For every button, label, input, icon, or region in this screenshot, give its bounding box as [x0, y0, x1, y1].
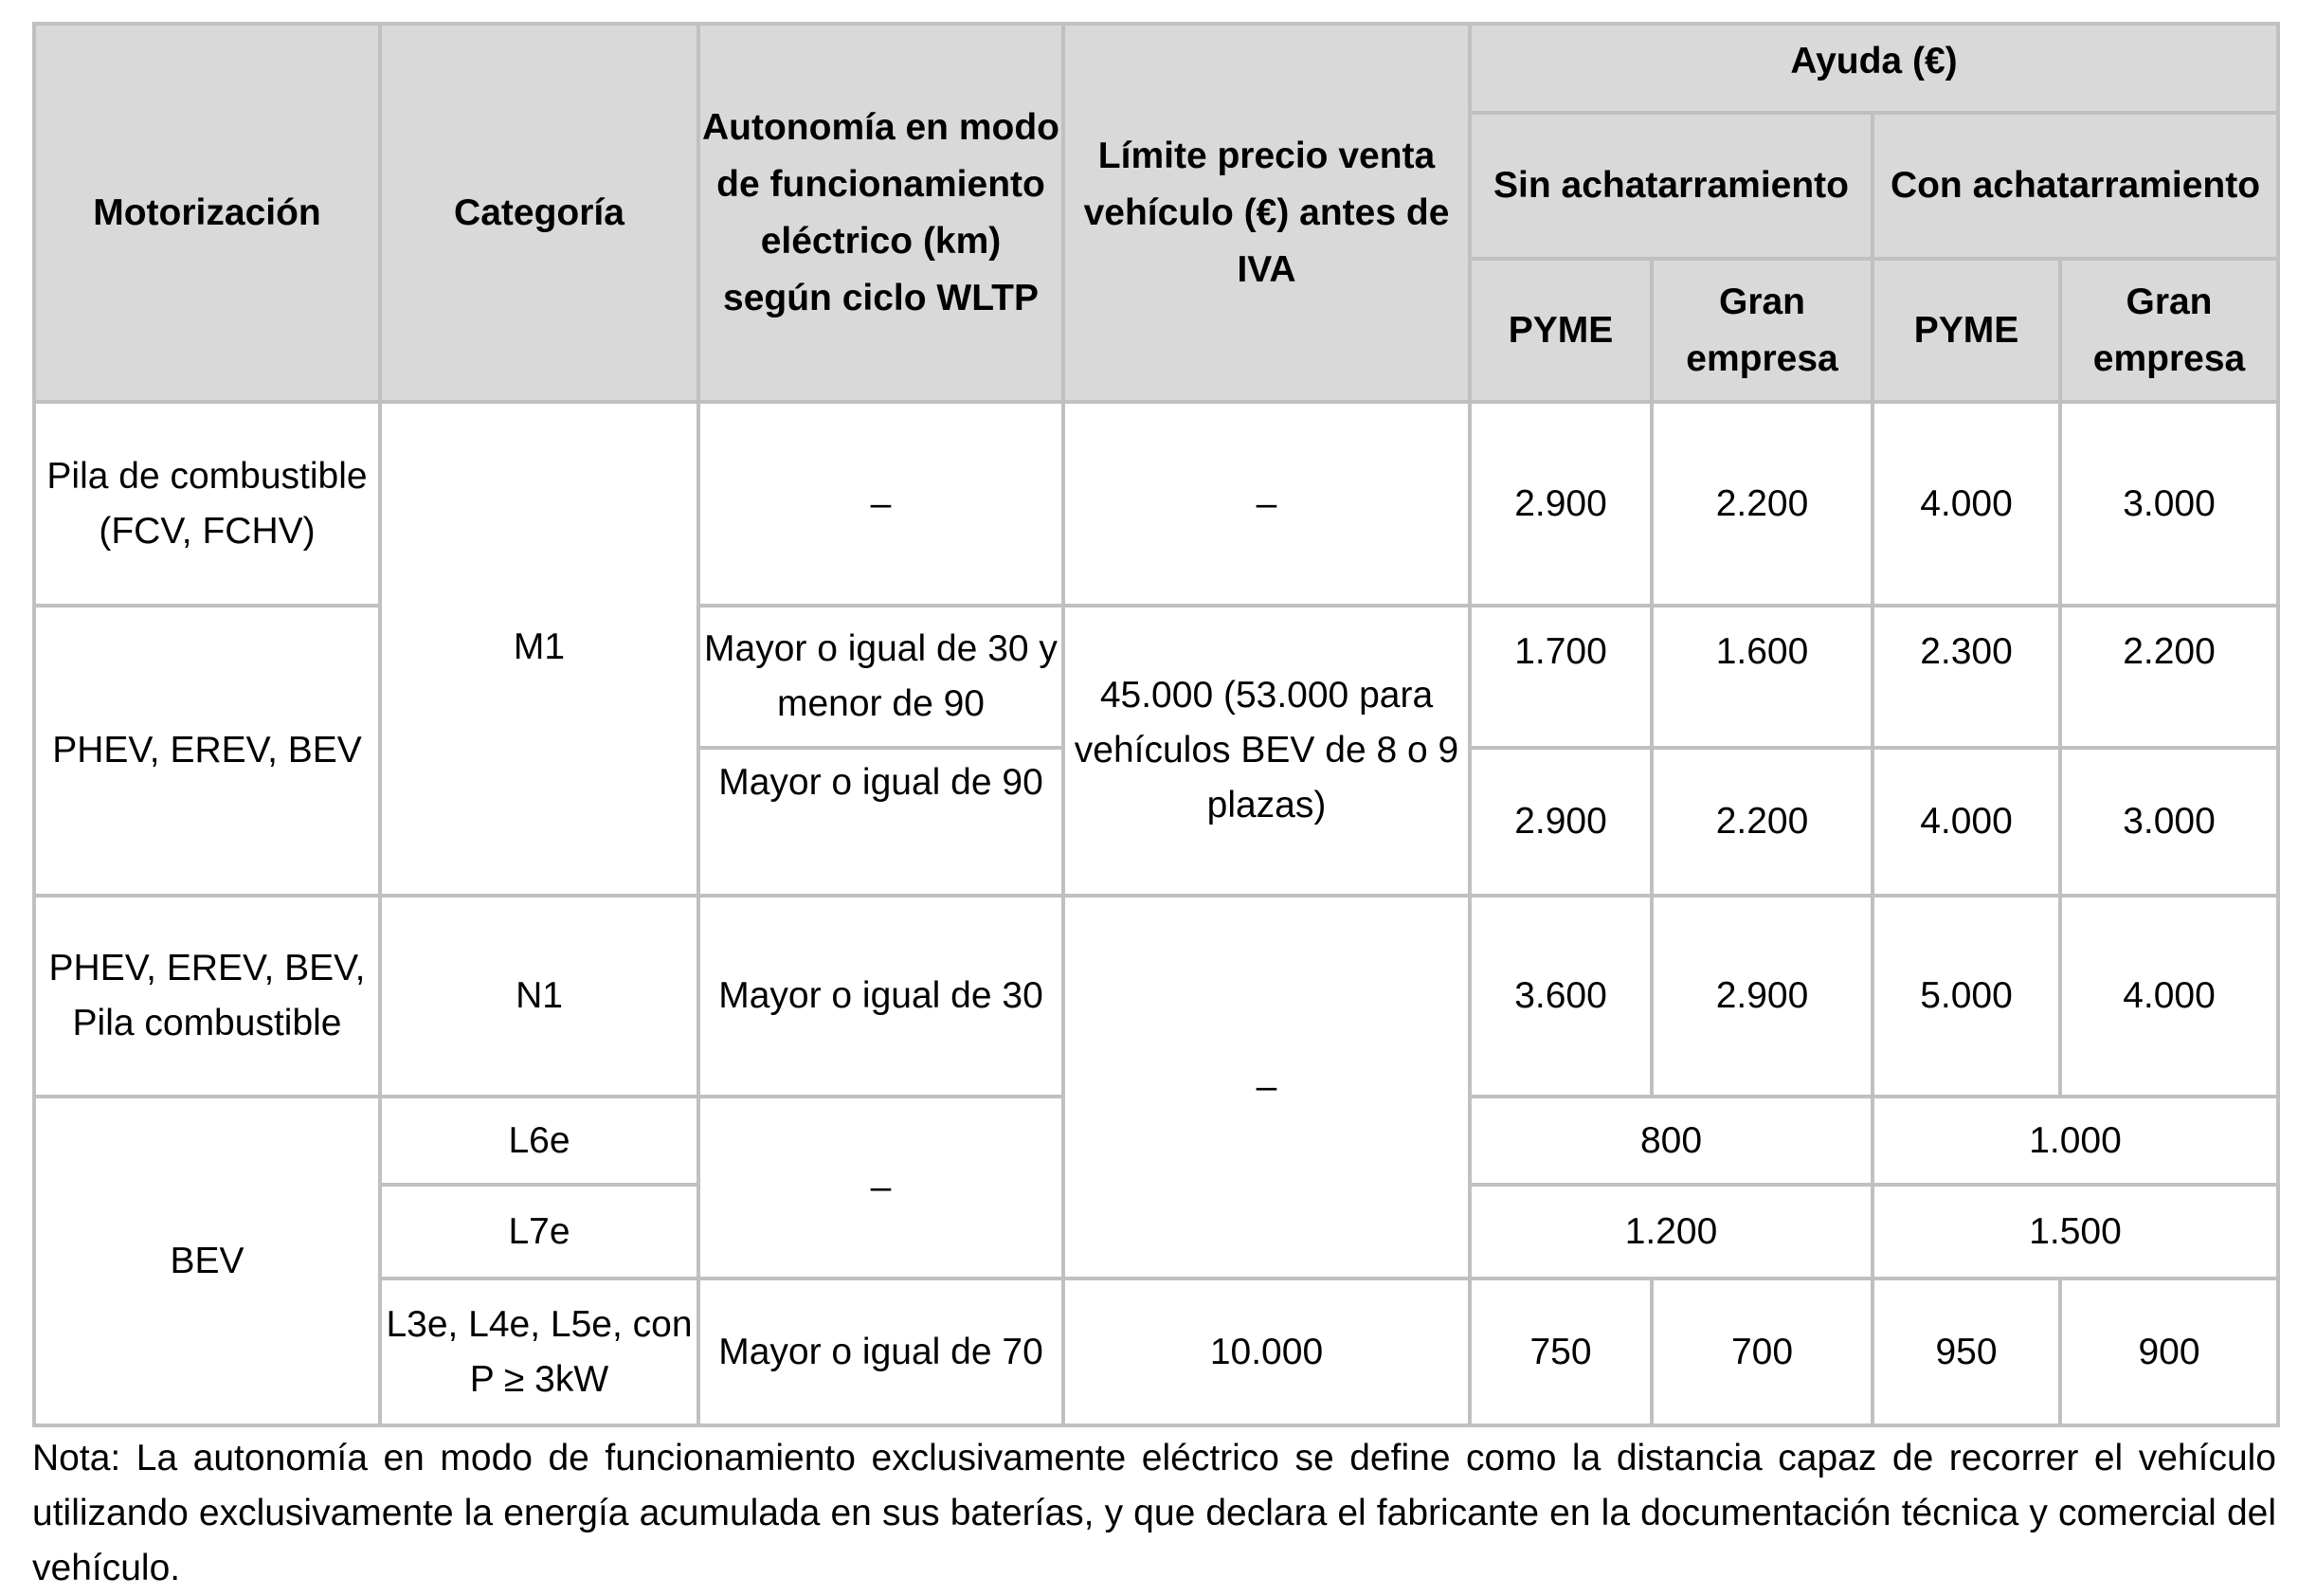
cell-categoria: N1	[380, 896, 698, 1097]
cell-con-gran: 3.000	[2060, 748, 2278, 896]
cell-con-gran: 4.000	[2060, 896, 2278, 1097]
cell-autonomia: Mayor o igual de 30	[698, 896, 1063, 1097]
header-ayuda: Ayuda (€)	[1470, 24, 2278, 113]
cell-motorizacion: BEV	[34, 1097, 380, 1425]
header-sin-gran-empresa: Gran empresa	[1652, 259, 1873, 402]
cell-sin-gran: 1.600	[1652, 606, 1873, 748]
cell-sin-gran: 2.200	[1652, 748, 1873, 896]
table-row	[34, 606, 2278, 748]
cell-con-pyme: 2.300	[1873, 606, 2060, 748]
table-header	[34, 24, 2278, 402]
cell-limite: 45.000 (53.000 para vehículos BEV de 8 o 9 plazas)	[1063, 606, 1470, 896]
cell-autonomia: Mayor o igual de 30 y menor de 90	[698, 606, 1063, 748]
header-motorizacion: Motorización	[34, 24, 380, 402]
cell-con-pyme: 4.000	[1873, 748, 2060, 896]
header-autonomia: Autonomía en modo de funcionamiento eléctrico (km) según ciclo WLTP	[698, 24, 1063, 402]
cell-con-achatarramiento: 1.500	[1873, 1185, 2278, 1279]
cell-autonomia: Mayor o igual de 90	[698, 748, 1063, 896]
header-limite-precio: Límite precio venta vehículo (€) antes de IVA	[1063, 24, 1470, 402]
cell-categoria: L3e, L4e, L5e, con P ≥ 3kW	[380, 1279, 698, 1425]
cell-sin-pyme: 750	[1470, 1279, 1652, 1425]
header-sin-achatarramiento: Sin achatarramiento	[1470, 113, 1873, 259]
cell-sin-achatarramiento: 800	[1470, 1097, 1873, 1185]
cell-sin-pyme: 2.900	[1470, 748, 1652, 896]
cell-motorizacion: PHEV, EREV, BEV	[34, 606, 380, 896]
cell-sin-gran: 2.200	[1652, 402, 1873, 606]
cell-sin-gran: 700	[1652, 1279, 1873, 1425]
cell-sin-pyme: 2.900	[1470, 402, 1652, 606]
cell-autonomia: Mayor o igual de 70	[698, 1279, 1063, 1425]
cell-categoria-m1: M1	[380, 402, 698, 896]
header-categoria: Categoría	[380, 24, 698, 402]
header-con-gran-empresa: Gran empresa	[2060, 259, 2278, 402]
cell-limite: –	[1063, 896, 1470, 1279]
header-con-achatarramiento: Con achatarramiento	[1873, 113, 2278, 259]
cell-sin-gran: 2.900	[1652, 896, 1873, 1097]
cell-autonomia: –	[698, 402, 1063, 606]
cell-motorizacion: Pila de combustible (FCV, FCHV)	[34, 402, 380, 606]
cell-con-achatarramiento: 1.000	[1873, 1097, 2278, 1185]
aid-table	[32, 22, 2280, 1427]
cell-limite: 10.000	[1063, 1279, 1470, 1425]
cell-sin-achatarramiento: 1.200	[1470, 1185, 1873, 1279]
header-con-pyme: PYME	[1873, 259, 2060, 402]
cell-autonomia: –	[698, 1097, 1063, 1279]
cell-con-gran: 3.000	[2060, 402, 2278, 606]
header-sin-pyme: PYME	[1470, 259, 1652, 402]
cell-categoria: L7e	[380, 1185, 698, 1279]
cell-con-pyme: 5.000	[1873, 896, 2060, 1097]
cell-limite: –	[1063, 402, 1470, 606]
cell-con-pyme: 950	[1873, 1279, 2060, 1425]
cell-con-gran: 900	[2060, 1279, 2278, 1425]
cell-sin-pyme: 1.700	[1470, 606, 1652, 748]
cell-motorizacion: PHEV, EREV, BEV, Pila combustible	[34, 896, 380, 1097]
table-row	[34, 402, 2278, 606]
cell-categoria: L6e	[380, 1097, 698, 1185]
table-note: Nota: La autonomía en modo de funcionamiento exclusivamente eléctrico se define como la distancia capaz de recorrer el vehículo utilizando exclusivamente la energía acumulada en sus baterías, y que declara el fabricante en la documentación técnica y comercial del vehículo.	[32, 1438, 2276, 1588]
aid-table-container	[32, 22, 2276, 1427]
cell-con-gran: 2.200	[2060, 606, 2278, 748]
cell-con-pyme: 4.000	[1873, 402, 2060, 606]
cell-sin-pyme: 3.600	[1470, 896, 1652, 1097]
table-row	[34, 896, 2278, 1097]
